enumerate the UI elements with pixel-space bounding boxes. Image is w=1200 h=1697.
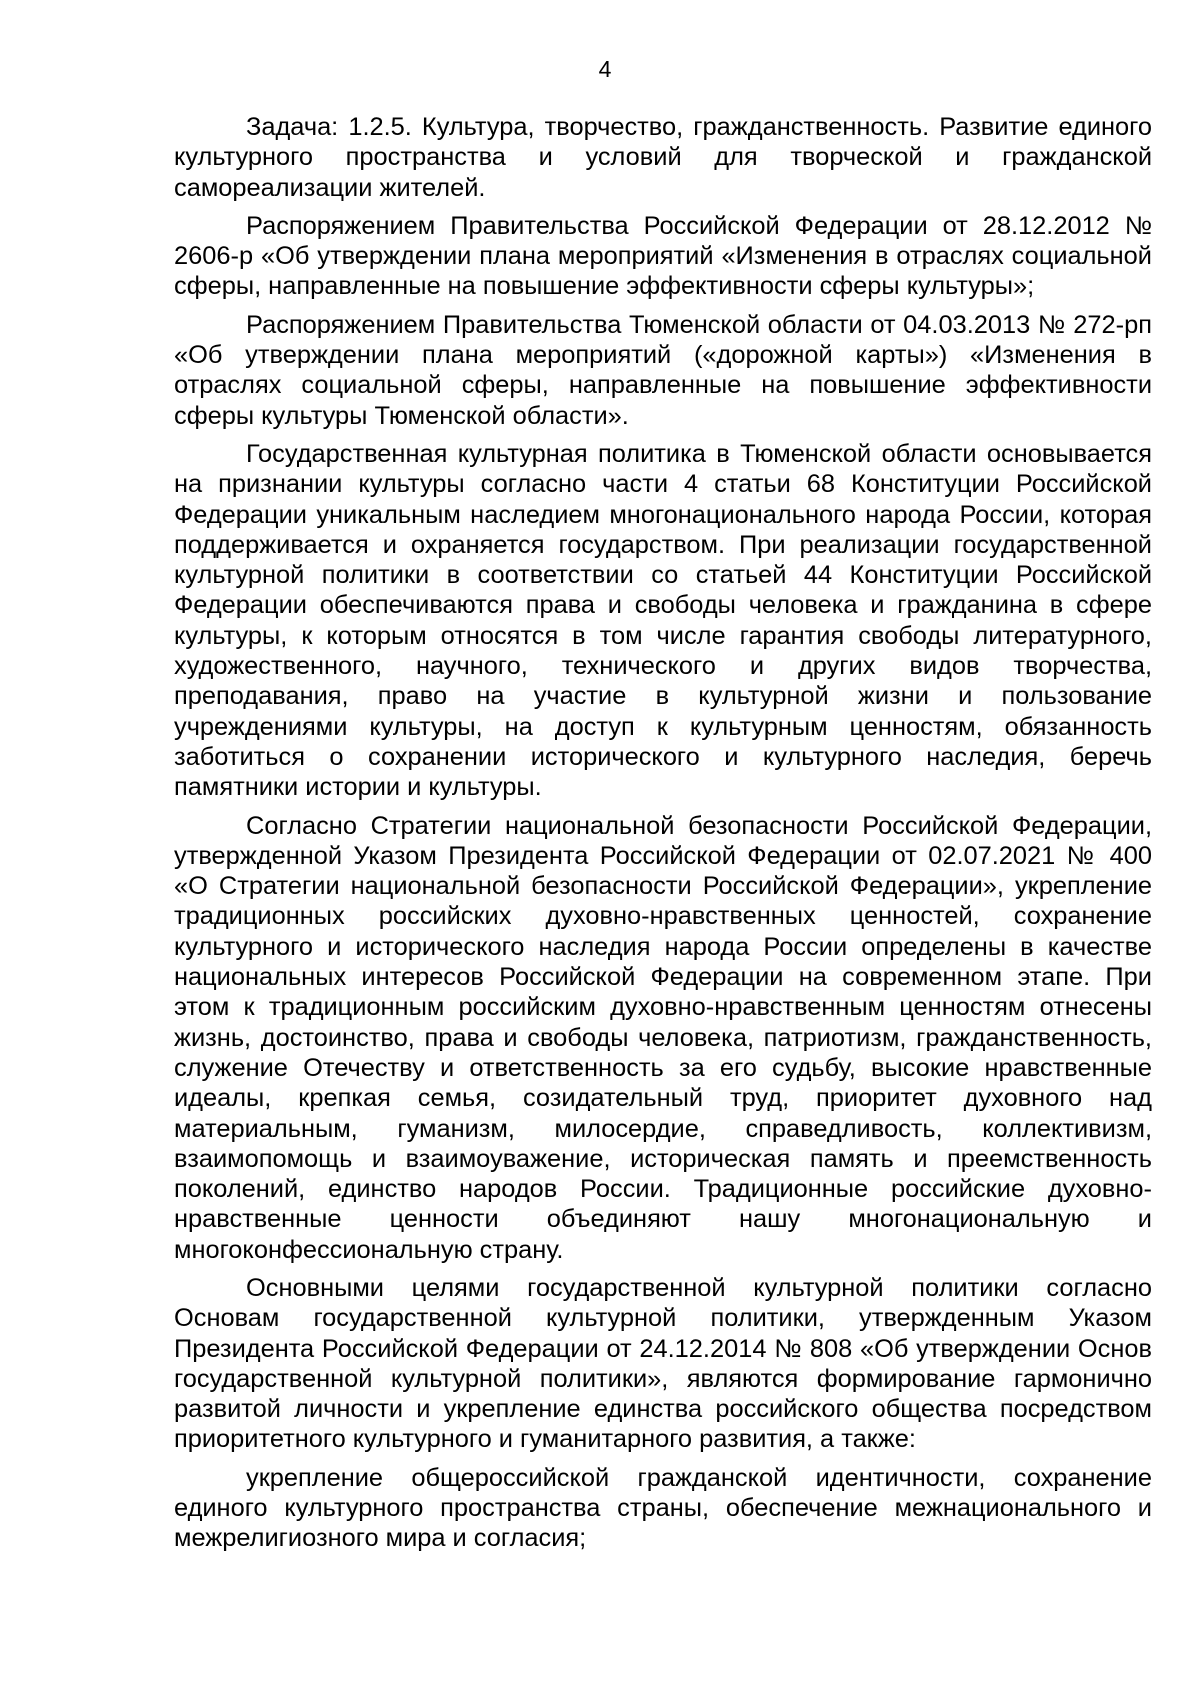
paragraph-federal-order: Распоряжением Правительства Российской Федерации от 28.12.2012 № 2606-р «Об утверждении плана мероприятий «Изменения в отраслях социальной сферы, направленные на повышение эффективности сферы культуры»; — [174, 211, 1152, 301]
paragraph-policy-goals: Основными целями государственной культурной политики согласно Основам государственной культурной политики, утвержденным Указом Президента Российской Федерации от 24.12.2014 № 808 «Об утверждении Основ государственной культурной политики», являются формирование гармонично развитой личности и укрепление единства российского общества посредством приоритетного культурного и гуманитарного развития, а также: — [174, 1273, 1152, 1454]
paragraph-regional-order: Распоряжением Правительства Тюменской области от 04.03.2013 № 272-рп «Об утверждении плана мероприятий («дорожной карты») «Изменения в отраслях социальной сферы, направленные на повышение эффективности сферы культуры Тюменской области». — [174, 310, 1152, 430]
page-number: 4 — [598, 56, 612, 82]
paragraph-cultural-policy: Государственная культурная политика в Тюменской области основывается на признании культуры согласно части 4 статьи 68 Конституции Российской Федерации уникальным наследием многонационального народа России, которая поддерживается и охраняется государством. При реализации государственной культурной политики в соответствии со статьей 44 Конституции Российской Федерации обеспечиваются права и свободы человека и гражданина в сфере культуры, к которым относятся в том числе гарантия свободы литературного, художественного, научного, технического и других видов творчества, преподавания, право на участие в культурной жизни и пользование учреждениями культуры, на доступ к культурным ценностям, обязанность заботиться о сохранении исторического и культурного наследия, беречь памятники истории и культуры. — [174, 439, 1152, 802]
document-body — [174, 112, 1152, 1562]
paragraph-identity: укрепление общероссийской гражданской идентичности, сохранение единого культурного пространства страны, обеспечение межнационального и межрелигиозного мира и согласия; — [174, 1463, 1152, 1553]
paragraph-security-strategy: Согласно Стратегии национальной безопасности Российской Федерации, утвержденной Указом Президента Российской Федерации от 02.07.2021 № 400 «О Стратегии национальной безопасности Российской Федерации», укрепление традиционных российских духовно-нравственных ценностей, сохранение культурного и исторического наследия народа России определены в качестве национальных интересов Российской Федерации на современном этапе. При этом к традиционным российским духовно-нравственным ценностям отнесены жизнь, достоинство, права и свободы человека, патриотизм, гражданственность, служение Отечеству и ответственность за его судьбу, высокие нравственные идеалы, крепкая семья, созидательный труд, приоритет духовного над материальным, гуманизм, милосердие, справедливость, коллективизм, взаимопомощь и взаимоуважение, историческая память и преемственность поколений, единство народов России. Традиционные российские духовно-нравственные ценности объединяют нашу многонациональную и многоконфессиональную страну. — [174, 811, 1152, 1264]
paragraph-task: Задача: 1.2.5. Культура, творчество, гражданственность. Развитие единого культурного пространства и условий для творческой и гражданской самореализации жителей. — [174, 113, 1152, 202]
